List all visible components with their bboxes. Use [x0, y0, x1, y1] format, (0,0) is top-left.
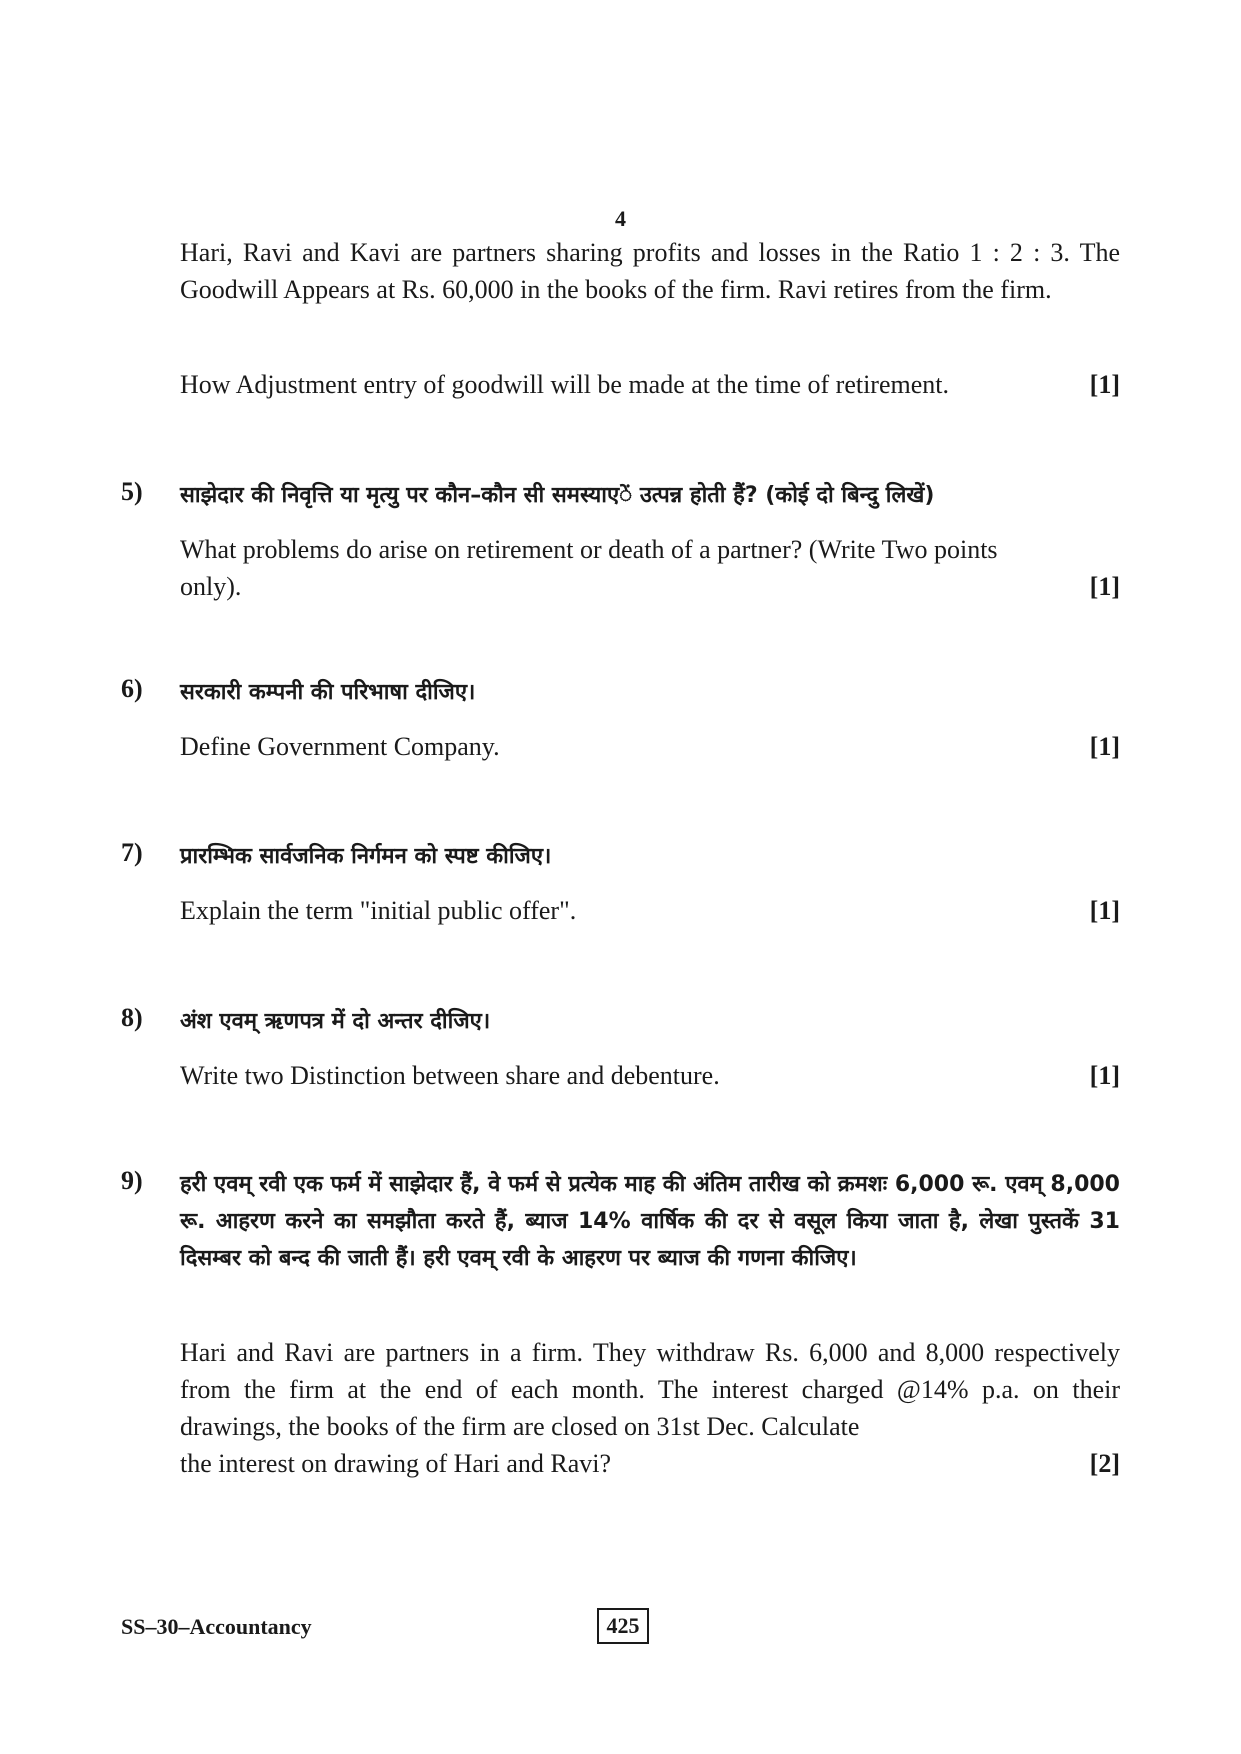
question-9-hindi: हरी एवम् रवी एक फर्म में साझेदार हैं, वे फर्म से प्रत्येक माह की अंतिम तारीख को क्रमशः 6,000 रू. एवम् 8,000 रू. आहरण करने का समझौता करते हैं, ब्याज 14% वार्षिक की दर से वसूल किया जाता है, लेखा पुस्तकें 31 दिसम्बर को बन्द की जाती हैं। हरी एवम् रवी के आहरण पर ब्याज की गणना कीजिए।	[180, 1172, 1120, 1271]
question-9-marks: [2]	[1089, 1449, 1120, 1478]
question-7-marks: [1]	[1089, 896, 1120, 925]
question-4-prompt	[180, 366, 1120, 403]
question-9-english-last: the interest on drawing of Hari and Ravi?	[180, 1449, 612, 1478]
footer-page-number: 425	[597, 1608, 649, 1644]
question-6	[180, 674, 1120, 711]
question-6-english	[180, 728, 1120, 765]
question-7-english	[180, 892, 1120, 929]
question-8-english	[180, 1057, 1120, 1094]
question-5-english-line2: only).	[180, 572, 242, 601]
question-7-english-text: Explain the term "initial public offer".	[180, 896, 577, 925]
question-9-english	[180, 1334, 1120, 1482]
question-8	[180, 1003, 1120, 1040]
question-9-english-text: Hari and Ravi are partners in a firm. They withdraw Rs. 6,000 and 8,000 respectively from the firm at the end of each month. The interest charged @14% p.a. on their drawings, the books of the firm are closed on 31st Dec. Calculate	[180, 1338, 1120, 1441]
question-8-marks: [1]	[1089, 1061, 1120, 1090]
question-9-number: 9)	[121, 1166, 143, 1195]
question-4-question: How Adjustment entry of goodwill will be made at the time of retirement.	[180, 370, 949, 399]
question-5-number: 5)	[121, 477, 143, 506]
question-9	[180, 1166, 1120, 1277]
question-7-number: 7)	[121, 838, 143, 867]
question-8-hindi: अंश एवम् ऋणपत्र में दो अन्तर दीजिए।	[180, 1009, 491, 1034]
question-6-hindi: सरकारी कम्पनी की परिभाषा दीजिए।	[180, 680, 476, 705]
question-6-marks: [1]	[1089, 732, 1120, 761]
question-6-number: 6)	[121, 674, 143, 703]
question-5	[180, 477, 1120, 514]
footer-subject-code: SS–30–Accountancy	[121, 1614, 312, 1639]
question-6-english-text: Define Government Company.	[180, 732, 500, 761]
page-number: 4	[615, 206, 626, 231]
question-4-marks: [1]	[1089, 370, 1120, 399]
question-7	[180, 838, 1120, 875]
question-4-text: Hari, Ravi and Kavi are partners sharing profits and losses in the Ratio 1 : 2 : 3. The Goodwill Appears at Rs. 60,000 in the books of the firm. Ravi retires from the firm.	[180, 238, 1120, 304]
question-8-english-text: Write two Distinction between share and debenture.	[180, 1061, 720, 1090]
question-5-english-line1: What problems do arise on retirement or death of a partner? (Write Two points	[180, 535, 998, 564]
question-8-number: 8)	[121, 1003, 143, 1032]
question-5-marks: [1]	[1089, 572, 1120, 601]
question-5-english	[180, 531, 1120, 605]
question-5-hindi: साझेदार की निवृत्ति या मृत्यु पर कौन–कौन सी समस्याएें उत्पन्न होती हैं? (कोई दो बिन्दु लिखें)	[180, 483, 935, 508]
question-7-hindi: प्रारम्भिक सार्वजनिक निर्गमन को स्पष्ट कीजिए।	[180, 844, 552, 869]
question-4	[180, 234, 1120, 308]
